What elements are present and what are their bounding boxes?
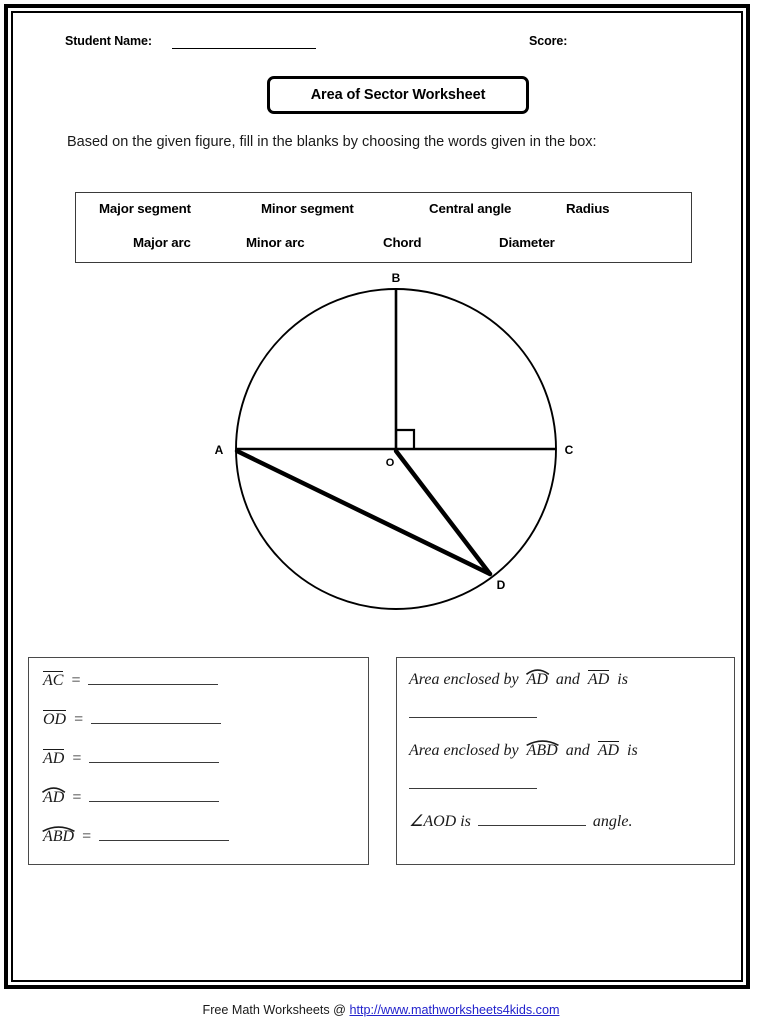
answer-blank-area-abd[interactable] [409,775,537,789]
notation-arc-ad: AD [43,787,64,807]
overbar-icon [598,741,619,742]
word-bank-item-chord[interactable]: Chord [383,235,422,250]
notation-arc-abd: ABD [527,740,558,760]
overbar-icon [43,749,64,750]
student-name-blank-line[interactable] [172,48,316,49]
score-label: Score: [529,34,568,48]
arc-overbar-icon [526,668,549,675]
equals-sign: = [81,828,92,845]
answer-blank-ac[interactable] [88,671,218,685]
point-label-C: C [564,443,574,457]
notation-arc-abd: ABD [43,826,74,846]
word-bank-row [76,201,691,229]
arc-overbar-icon [42,825,75,832]
word-bank-item-major-arc[interactable]: Major arc [133,235,191,250]
student-name-label: Student Name: [65,34,152,48]
question-conjunction: and [565,742,590,759]
word-bank-box [75,192,692,263]
chord-line-AD [237,451,490,574]
question-prefix: Area enclosed by [409,742,519,759]
notation-segment-ad: AD [43,750,65,767]
equals-sign: = [71,750,83,767]
arc-overbar-icon [42,786,65,793]
question-suffix: is [627,742,638,759]
answer-row-abd-arc [43,826,229,846]
page-title: Area of Sector Worksheet [310,87,486,103]
overbar-icon [43,671,63,672]
answer-blank-ad-arc[interactable] [89,788,219,802]
answer-row-ad-segment [43,748,219,768]
worksheet-header [60,30,700,56]
word-bank-item-minor-arc[interactable]: Minor arc [246,235,305,250]
word-bank-item-diameter[interactable]: Diameter [499,235,555,250]
question-conjunction: and [555,671,580,688]
answers-left-box [28,657,369,865]
answers-right-box [396,657,735,865]
angle-question-prefix: ∠AOD is [409,813,471,830]
word-bank-item-major-segment[interactable]: Major segment [99,201,191,216]
notation-segment-ad: AD [587,671,610,688]
notation-segment-ad: AD [597,742,620,759]
answer-blank-ad-segment[interactable] [89,749,219,763]
notation-segment-od: OD [43,711,67,728]
instruction-text: Based on the given figure, fill in the blanks by choosing the words given in the box: [67,134,597,150]
circle-diagram [200,268,600,618]
word-bank-item-central-angle[interactable]: Central angle [429,201,512,216]
answer-blank-area-ad[interactable] [409,704,537,718]
notation-segment-ac: AC [43,672,64,689]
answer-blank-row-1 [409,704,725,723]
answer-row-od [43,709,221,729]
overbar-icon [43,710,66,711]
question-row-area-ad [409,669,725,689]
question-row-angle-aod [409,811,725,831]
question-row-area-abd [409,740,725,760]
equals-sign: = [70,672,82,689]
question-prefix: Area enclosed by [409,671,519,688]
word-bank-row [76,235,691,263]
angle-question-suffix: angle. [592,813,633,830]
word-bank-item-minor-segment[interactable]: Minor segment [261,201,354,216]
arc-overbar-icon [526,739,559,746]
footer-link[interactable]: http://www.mathworksheets4kids.com [349,1003,560,1017]
equals-sign: = [73,711,84,728]
overbar-icon [588,670,609,671]
answer-row-ac [43,670,218,690]
question-suffix: is [617,671,628,688]
word-bank-item-radius[interactable]: Radius [566,201,610,216]
answer-blank-abd-arc[interactable] [99,827,229,841]
point-label-A: A [214,443,224,457]
footer [0,1003,762,1017]
point-label-B: B [391,271,401,285]
point-label-O: O [385,457,395,469]
answer-blank-row-2 [409,775,725,794]
footer-text: Free Math Worksheets @ [202,1003,350,1017]
answer-blank-angle-aod[interactable] [478,812,586,826]
notation-arc-ad: AD [527,669,548,689]
point-label-D: D [496,578,506,592]
right-angle-mark-icon [396,430,414,449]
worksheet-title-box [267,76,529,114]
answer-blank-od[interactable] [91,710,221,724]
circle-diagram-svg [200,268,600,618]
answer-row-ad-arc [43,787,219,807]
radius-line-OD [396,451,490,574]
equals-sign: = [71,789,83,806]
